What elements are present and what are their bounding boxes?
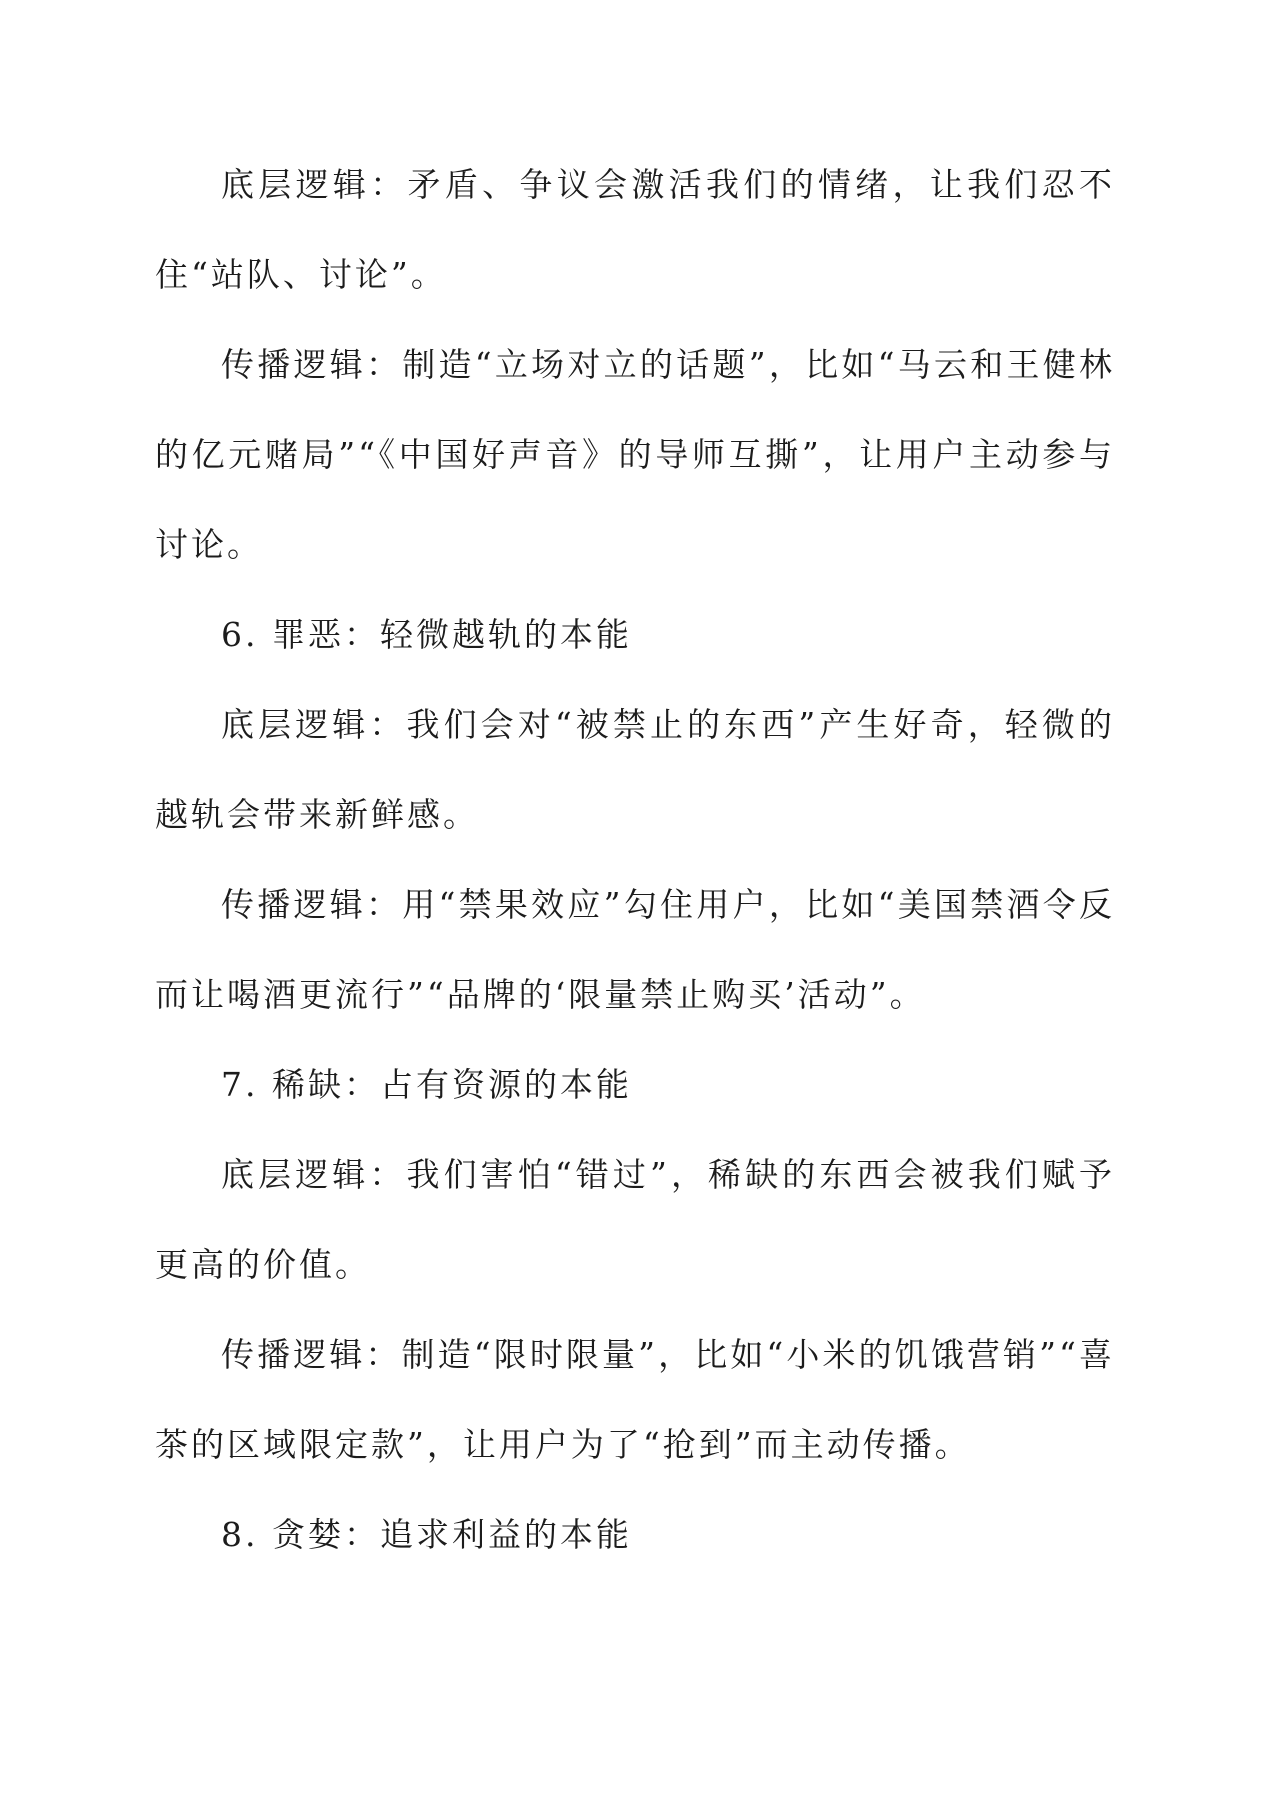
paragraph-conflict-logic: 底层逻辑：矛盾、争议会激活我们的情绪，让我们忍不住“站队、讨论”。 — [155, 165, 1115, 294]
section-heading-6: 6. 罪恶：轻微越轨的本能 — [221, 615, 632, 654]
section-heading-8: 8. 贪婪：追求利益的本能 — [221, 1515, 632, 1554]
paragraph-sin-logic: 底层逻辑：我们会对“被禁止的东西”产生好奇，轻微的越轨会带来新鲜感。 — [155, 705, 1115, 834]
paragraph-conflict-spread: 传播逻辑：制造“立场对立的话题”，比如“马云和王健林的亿元赌局”“《中国好声音》的导师互撕”，让用户主动参与讨论。 — [155, 345, 1115, 564]
paragraph-scarcity-logic: 底层逻辑：我们害怕“错过”，稀缺的东西会被我们赋予更高的价值。 — [155, 1155, 1115, 1284]
paragraph-sin-spread: 传播逻辑：用“禁果效应”勾住用户，比如“美国禁酒令反而让喝酒更流行”“品牌的‘限量禁止购买’活动”。 — [155, 885, 1115, 1014]
section-heading-7: 7. 稀缺：占有资源的本能 — [221, 1065, 632, 1104]
paragraph-scarcity-spread: 传播逻辑：制造“限时限量”，比如“小米的饥饿营销”“喜茶的区域限定款”，让用户为了“抢到”而主动传播。 — [155, 1335, 1115, 1464]
